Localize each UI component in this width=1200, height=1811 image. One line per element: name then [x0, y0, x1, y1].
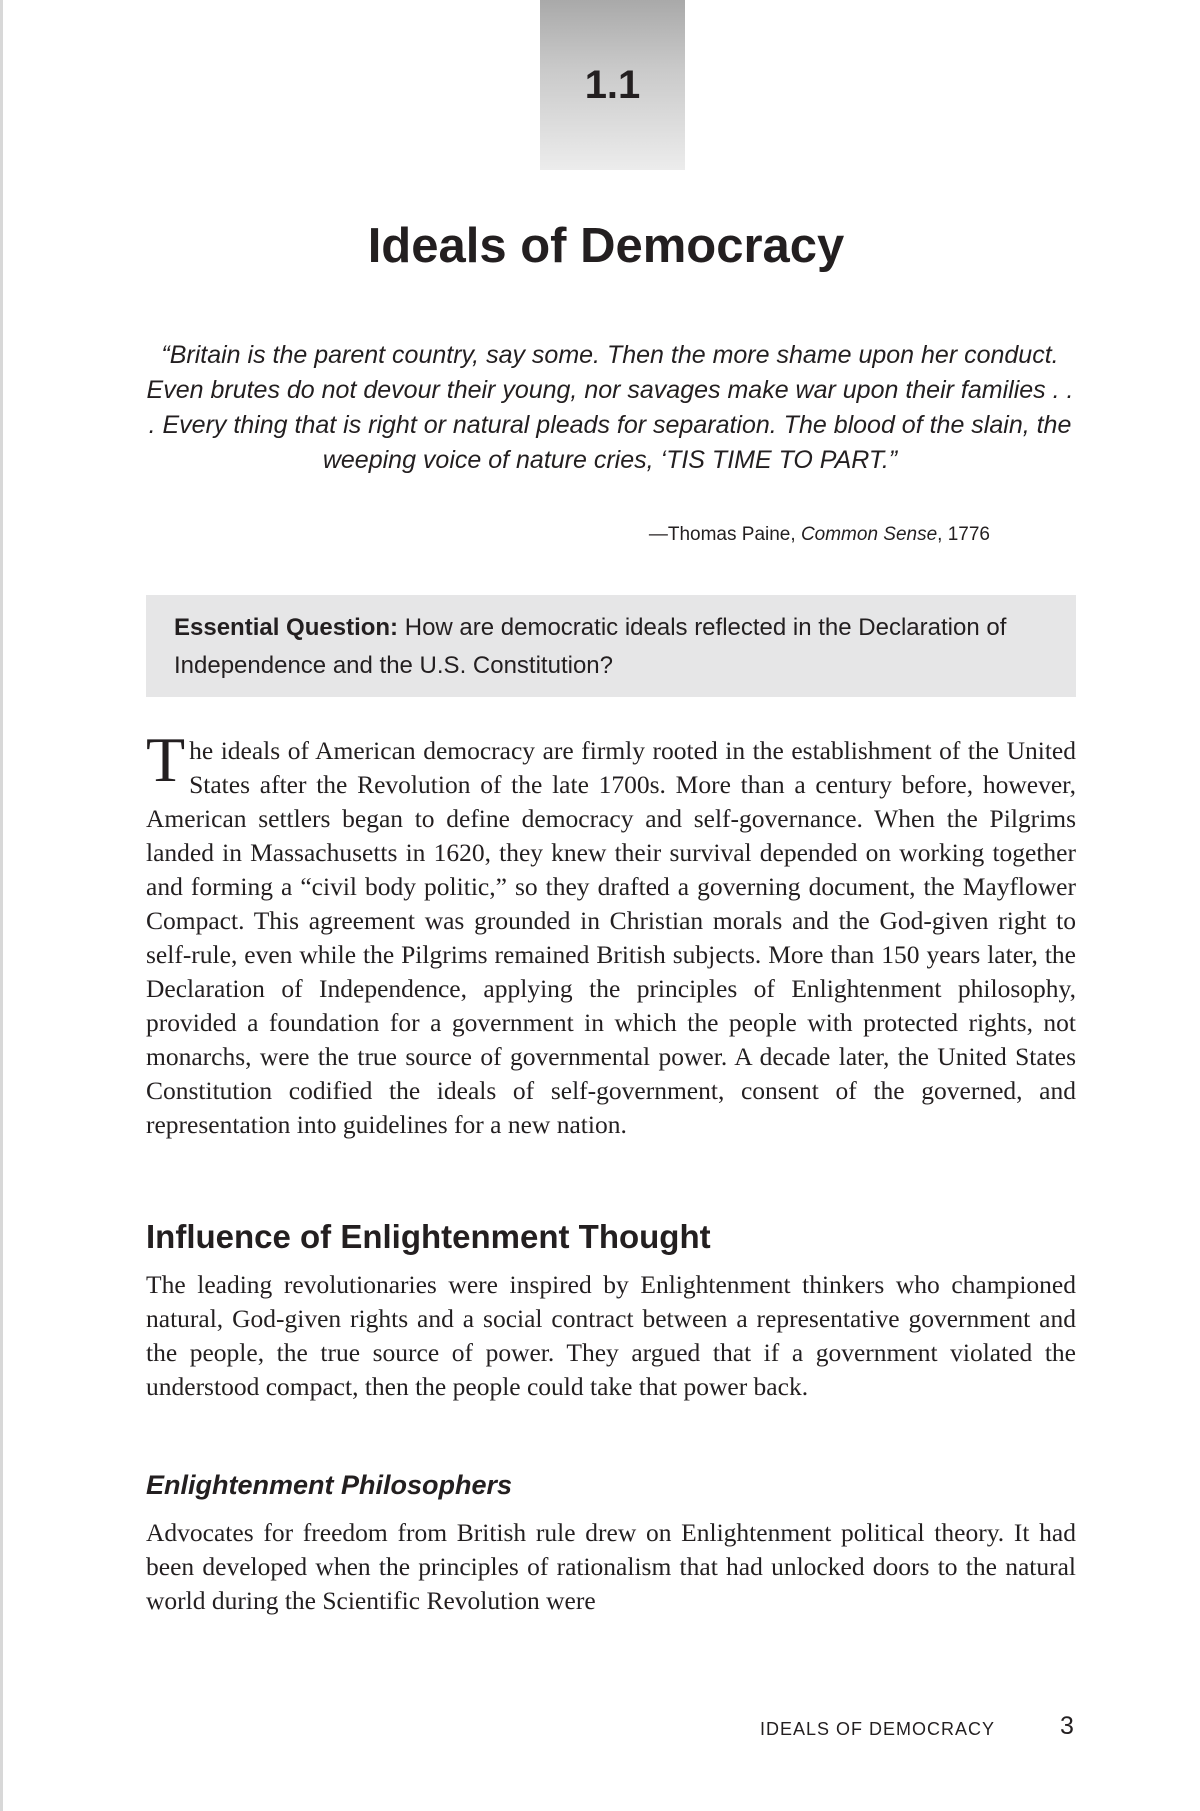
chapter-tab — [540, 0, 685, 170]
attribution-author: —Thomas Paine, — [648, 524, 801, 545]
essential-question-box — [146, 595, 1076, 697]
intro-text: he ideals of American democracy are firmly rooted in the establishment of the United States after the Revolution of the late 1700s. More than a century before, however, American settlers began to define democracy and self-governance. When the Pilgrims landed in Massachusetts in 1620, they knew their survival depended on working together and forming a “civil body politic,” so they drafted a governing document, the Mayflower Compact. This agreement was grounded in Christian morals and the God-given right to self-rule, even while the Pilgrims remained British subjects. More than 150 years later, the Declaration of Independence, applying the principles of Enlightenment philosophy, provided a foundation for a government in which the people with protected rights, not monarchs, were the true source of governmental power. A decade later, the United States Constitution codified the ideals of self-government, consent of the governed, and representation into guidelines for a new nation. — [146, 736, 1076, 1139]
attribution-year: , 1776 — [937, 524, 990, 545]
intro-paragraph — [146, 724, 1076, 1142]
page-number: 3 — [1060, 1712, 1074, 1740]
essential-question-text: How are democratic ideals reflected in the Declaration of Independence and the U.S. Constitution? — [174, 614, 1007, 679]
subsection-heading-philosophers: Enlightenment Philosophers — [146, 1470, 513, 1500]
influence-paragraph: The leading revolutionaries were inspired by Enlightenment thinkers who championed natural, God-given rights and a social contract between a representative government and the people, the true source of power. They argued that if a government violated the understood compact, then the people could take that power back. — [146, 1270, 1076, 1401]
philosophers-paragraph: Advocates for freedom from British rule drew on Enlightenment political theory. It had been developed when the principles of rationalism that had unlocked doors to the natural world during the Scientific Revolution were — [146, 1518, 1076, 1615]
attribution-work: Common Sense — [800, 524, 938, 545]
epigraph-attribution — [500, 524, 990, 546]
essential-question-label: Essential Question: — [174, 614, 399, 641]
chapter-title: Ideals of Democracy — [367, 219, 845, 273]
chapter-number: 1.1 — [584, 62, 641, 107]
epigraph-quote: “Britain is the parent country, say some. Then the more shame upon her conduct. Even brutes do not devour their young, nor savages make war upon their families . . . Every thing that is right or natural pleads for separation. The blood of the slain, the weeping voice of nature cries, ‘TIS TIME TO PART.” — [146, 341, 1074, 474]
section-heading-influence: Influence of Enlightenment Thought — [146, 1218, 711, 1255]
running-footer-title: IDEALS OF DEMOCRACY — [760, 1719, 996, 1739]
drop-cap: T — [146, 724, 186, 795]
